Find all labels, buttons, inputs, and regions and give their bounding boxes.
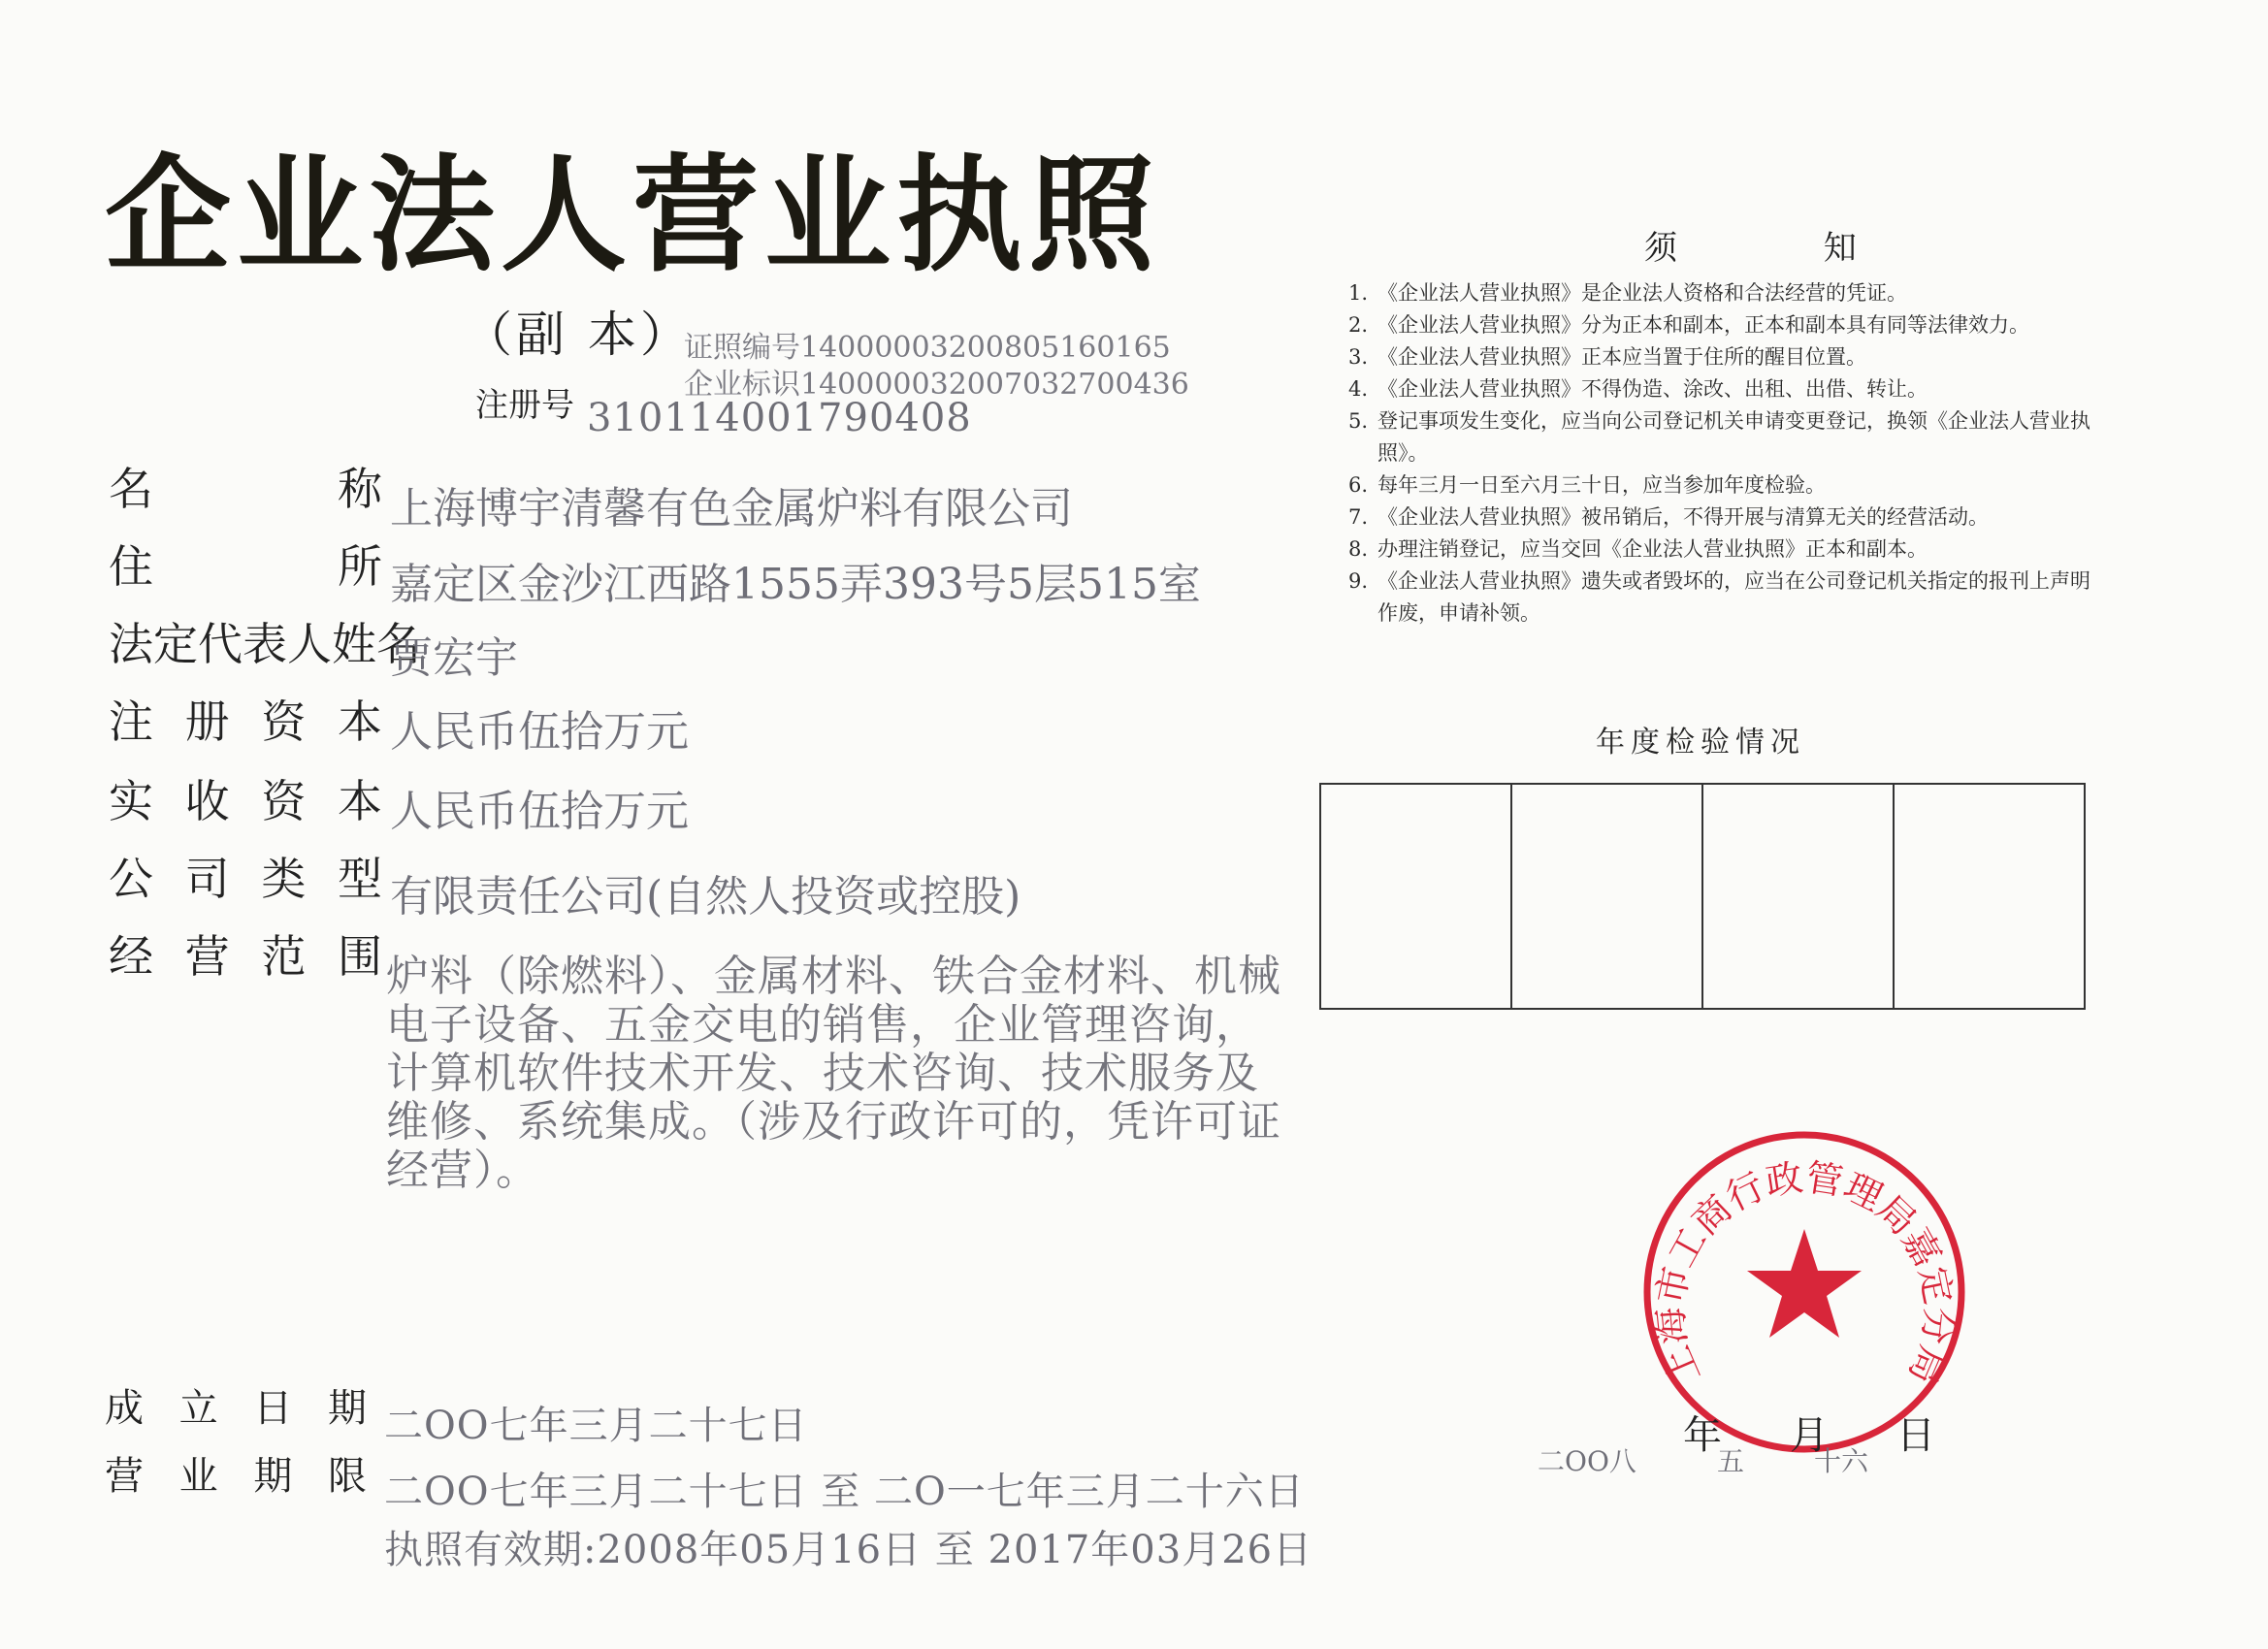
- inspection-cell: [1703, 785, 1895, 1008]
- company-type-label: 公 司 类 型: [109, 853, 382, 905]
- notice-title: 须 知: [1644, 229, 1925, 268]
- notice-item-text: 《企业法人营业执照》正本应当置于住所的醒目位置。: [1377, 345, 1866, 369]
- address-label: 住 所: [109, 540, 382, 593]
- issue-year-value: 二OO八: [1538, 1445, 1636, 1477]
- notice-item-text: 《企业法人营业执照》是企业法人资格和合法经营的凭证。: [1377, 281, 1907, 305]
- notice-item-text: 登记事项发生变化，应当向公司登记机关申请变更登记，换领《企业法人营业执照》。: [1377, 409, 2090, 465]
- notice-item-number: 7.: [1347, 505, 1368, 529]
- notice-item-number: 8.: [1347, 537, 1368, 561]
- business-scope-value: 炉料（除燃料）、金属材料、铁合金材料、机械电子设备、五金交电的销售，企业管理咨询，计算机软件技术开发、技术咨询、技术服务及维修、系统集成。（涉及行政许可的，凭许可证经营）。: [386, 952, 1281, 1195]
- notice-item: [1327, 501, 2103, 534]
- notice-item: [1327, 566, 2103, 630]
- company-type-value: 有限责任公司(自然人投资或控股): [390, 872, 1021, 922]
- notice-item-text: 《企业法人营业执照》遗失或者毁坏的，应当在公司登记机关指定的报刊上声明作废，申请补领。: [1377, 569, 2090, 625]
- notice-list: [1327, 277, 2103, 630]
- annual-inspection-table: [1319, 783, 2086, 1010]
- reg-capital-value: 人民币伍拾万元: [390, 707, 689, 757]
- notice-item-number: 3.: [1347, 345, 1368, 369]
- notice-item-number: 1.: [1347, 281, 1368, 305]
- notice-item: [1327, 373, 2103, 405]
- name-label: 名 称: [109, 463, 382, 515]
- notice-item-number: 4.: [1347, 377, 1368, 401]
- business-term-value: 二OO七年三月二十七日 至 二O一七年三月二十六日: [384, 1470, 1305, 1514]
- issue-day-label: 日: [1896, 1413, 1935, 1458]
- inspection-cell: [1895, 785, 2084, 1008]
- notice-item-text: 办理注销登记，应当交回《企业法人营业执照》正本和副本。: [1377, 537, 1928, 561]
- notice-item-number: 6.: [1347, 473, 1368, 497]
- company-name: 上海博宇清馨有色金属炉料有限公司: [390, 484, 1073, 534]
- company-address: 嘉定区金沙江西路1555弄393号5层515室: [390, 560, 1201, 609]
- notice-item-text: 每年三月一日至六月三十日，应当参加年度检验。: [1377, 473, 1826, 497]
- established-date-label: 成 立 日 期: [105, 1386, 367, 1431]
- document-title: 企业法人营业执照: [105, 142, 1161, 289]
- notice-item: [1327, 277, 2103, 309]
- notice-item: [1327, 469, 2103, 501]
- business-term-label: 营 业 期 限: [105, 1454, 367, 1499]
- inspection-cell: [1512, 785, 1703, 1008]
- established-date-value: 二OO七年三月二十七日: [384, 1404, 808, 1448]
- issue-year-label: 年: [1683, 1413, 1722, 1458]
- legal-rep-name: 贾宏宇: [390, 633, 518, 683]
- inspection-cell: [1321, 785, 1512, 1008]
- issue-month-label: 月: [1790, 1413, 1829, 1458]
- paid-capital-value: 人民币伍拾万元: [390, 787, 689, 836]
- issue-day-value: 十六: [1814, 1445, 1869, 1477]
- notice-item: [1327, 341, 2103, 373]
- reg-capital-label: 注 册 资 本: [109, 695, 382, 748]
- reg-number-value: 310114001790408: [587, 396, 972, 440]
- notice-item: [1327, 534, 2103, 566]
- notice-item-text: 《企业法人营业执照》分为正本和副本，正本和副本具有同等法律效力。: [1377, 313, 2029, 337]
- issue-month-value: 五: [1717, 1445, 1745, 1477]
- star-icon: [1747, 1229, 1862, 1338]
- cert-number: 证照编号14000003200805160165: [684, 331, 1171, 365]
- notice-item: [1327, 309, 2103, 341]
- license-validity: 执照有效期:2008年05月16日 至 2017年03月26日: [384, 1528, 1313, 1572]
- copy-type-label: （副 本）: [464, 307, 693, 363]
- business-scope-label: 经 营 范 围: [109, 930, 382, 983]
- annual-inspection-title: 年度检验情况: [1596, 726, 1805, 760]
- legal-rep-label: 法定代表人姓名: [109, 618, 421, 670]
- notice-item-text: 《企业法人营业执照》不得伪造、涂改、出租、出借、转让。: [1377, 377, 1928, 401]
- notice-item-text: 《企业法人营业执照》被吊销后，不得开展与清算无关的经营活动。: [1377, 505, 1989, 529]
- notice-item-number: 2.: [1347, 313, 1368, 337]
- notice-item-number: 5.: [1347, 409, 1368, 433]
- seal-text: 上海市工商行政管理局嘉定分局: [1647, 1155, 1961, 1391]
- paid-capital-label: 实 收 资 本: [109, 775, 382, 827]
- notice-item: [1327, 405, 2103, 469]
- reg-number-label: 注册号: [475, 386, 574, 425]
- enterprise-id: 企业标识140000032007032700436: [684, 368, 1189, 402]
- certificate-numbers: [684, 330, 1189, 404]
- notice-item-number: 9.: [1347, 569, 1368, 593]
